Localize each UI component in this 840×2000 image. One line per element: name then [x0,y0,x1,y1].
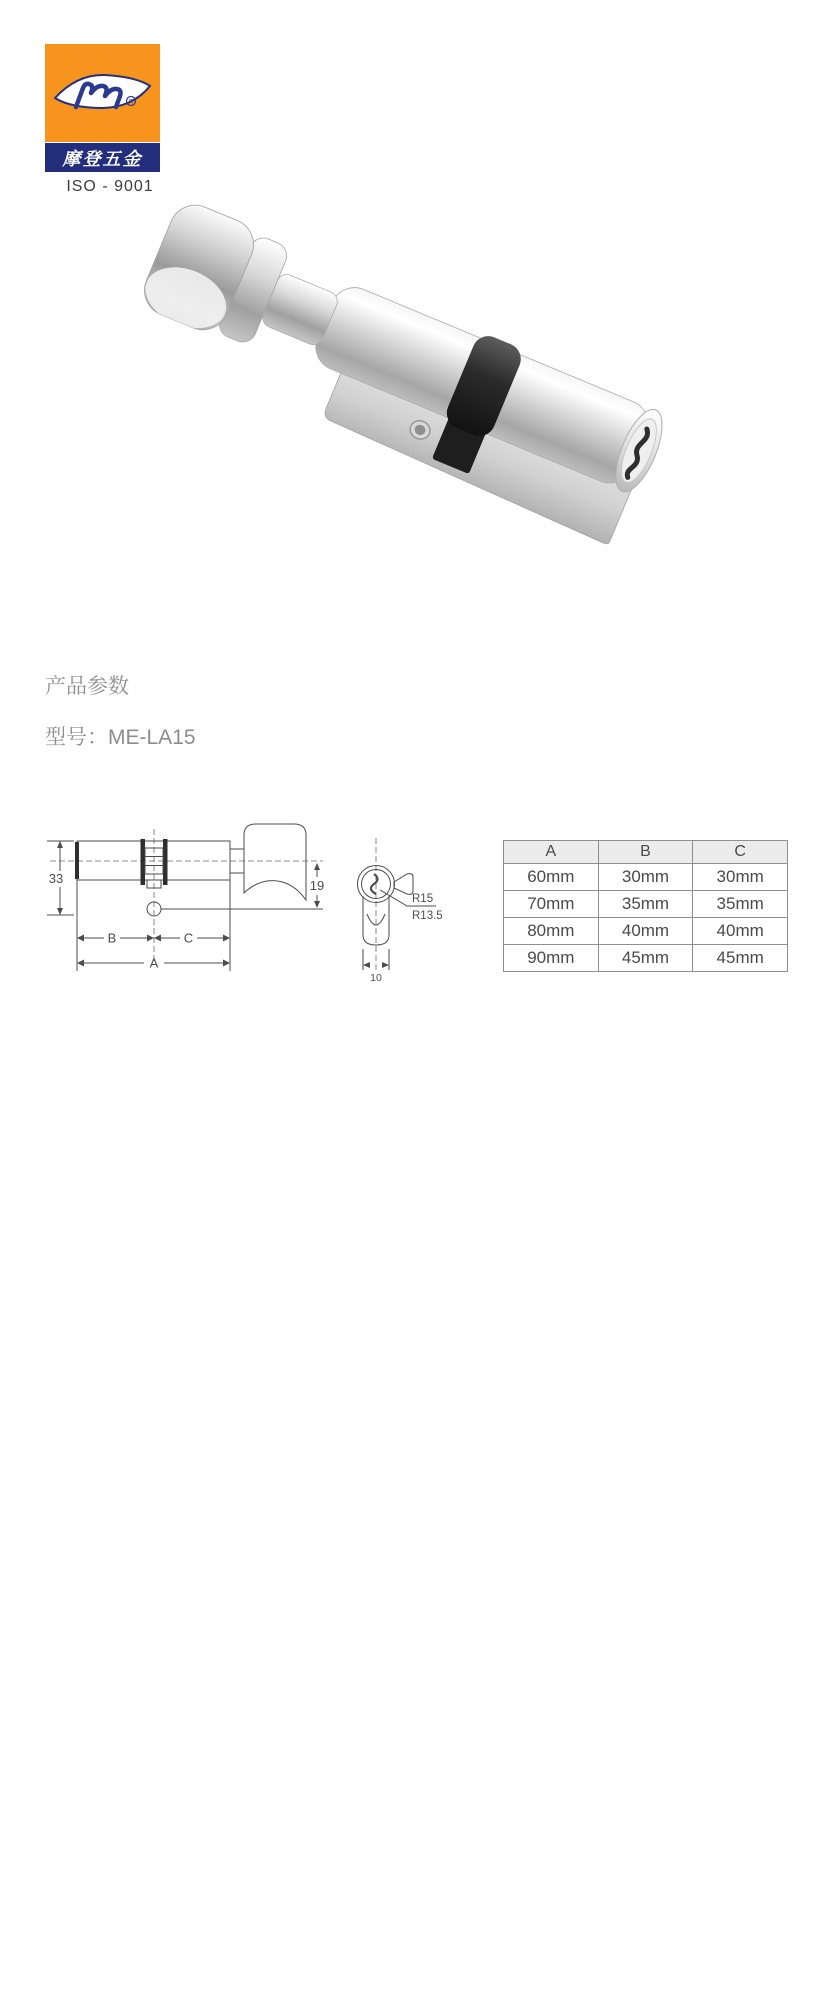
spec-table [503,840,788,972]
dim-r15-label: R15 [412,893,434,905]
cell-a: 60mm [504,864,599,891]
dim-b-label: B [107,930,117,946]
spec-col-c: C [693,841,788,864]
dim-c-label: C [183,930,194,946]
dim-10-label: 10 [370,972,382,984]
cell-c: 40mm [693,918,788,945]
product-photo [130,195,710,595]
brand-logo-mark [45,44,160,142]
table-row [504,864,788,891]
dim-a-label: A [149,955,159,971]
iso-certification: ISO - 9001 [66,178,154,195]
cell-a: 90mm [504,945,599,972]
registered-mark: R [128,99,134,106]
spec-col-b: B [598,841,693,864]
brand-logo [45,44,175,196]
spec-table-header-row [504,841,788,864]
cell-a: 80mm [504,918,599,945]
cell-c: 30mm [693,864,788,891]
dimension-diagram [30,813,480,991]
table-row [504,918,788,945]
brand-name-bar [45,143,160,172]
dim-33-label: 33 [48,871,64,886]
cell-c: 45mm [693,945,788,972]
table-row [504,945,788,972]
dim-19-label: 19 [309,878,325,893]
cell-b: 30mm [598,864,693,891]
table-row [504,891,788,918]
cell-b: 40mm [598,918,693,945]
model-number: 型号：ME-LA15 [45,726,196,749]
brand-glyph-icon [45,44,160,142]
brand-name: 摩登五金 [62,148,143,169]
cell-b: 45mm [598,945,693,972]
cell-b: 35mm [598,891,693,918]
spec-col-a: A [504,841,599,864]
cell-c: 35mm [693,891,788,918]
dim-r13-5-label: R13.5 [412,910,443,922]
section-title: 产品参数 [45,675,129,698]
cell-a: 70mm [504,891,599,918]
